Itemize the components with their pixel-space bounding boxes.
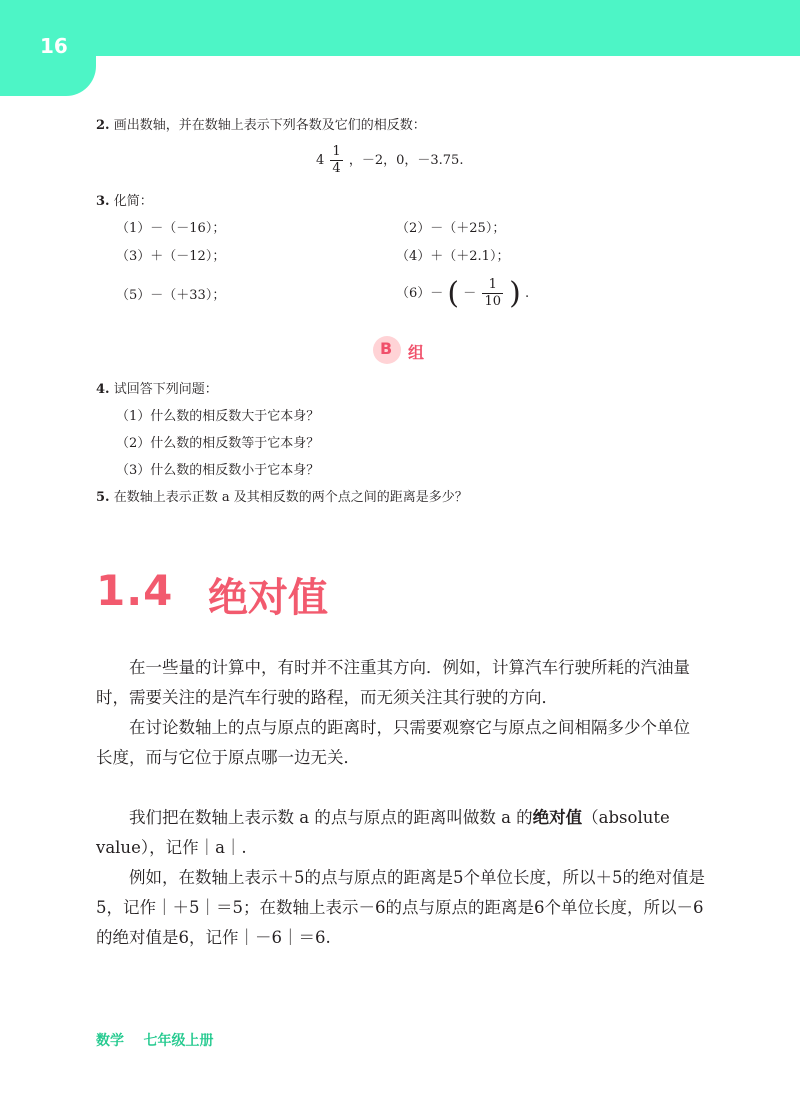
exercise-text: 画出数轴，并在数轴上表示下列各数及它们的相反数： bbox=[113, 118, 426, 133]
paragraph-2: 在讨论数轴上的点与原点的距离时，只需要观察它与原点之间相隔多少个单位长度，而与它位于原点哪一边无关． bbox=[96, 718, 690, 767]
exercise-number: 3. bbox=[96, 194, 110, 209]
right-paren: ) bbox=[509, 276, 521, 311]
group-letter: B bbox=[380, 339, 393, 358]
fraction bbox=[330, 144, 342, 177]
fraction-denominator: 10 bbox=[484, 294, 501, 309]
exercise-3-item-1: （1）－（－16）； bbox=[116, 221, 226, 236]
item-6-end: . bbox=[524, 286, 530, 301]
mixed-number-whole: 4 bbox=[316, 153, 325, 168]
paragraph-3 bbox=[96, 803, 706, 863]
paragraph-3-rest: （absolute value），记作｜a｜. bbox=[96, 808, 670, 857]
exercise-text: 试回答下列问题： bbox=[113, 382, 218, 397]
exercise-text: 在数轴上表示正数 a 及其相反数的两个点之间的距离是多少？ bbox=[113, 490, 468, 505]
exercise-4 bbox=[96, 380, 218, 400]
paragraph-4: 例如，在数轴上表示＋5的点与原点的距离是5个单位长度，所以＋5的绝对值是5，记作｜＋5｜＝5；在数轴上表示－6的点与原点的距离是6个单位长度，所以－6的绝对值是6，记作｜－6｜＝6. bbox=[96, 868, 705, 947]
group-label: 组 bbox=[408, 343, 425, 362]
exercise-3 bbox=[96, 192, 153, 212]
section-number: 1.4 bbox=[96, 566, 174, 615]
paragraph-3-text: 我们把在数轴上表示数 a 的点与原点的距离叫做数 a 的 bbox=[129, 808, 533, 827]
exercise-number: 5. bbox=[96, 490, 110, 505]
section-title: 绝对值 bbox=[208, 575, 328, 621]
exercise-5 bbox=[96, 488, 468, 508]
exercise-number: 4. bbox=[96, 382, 110, 397]
exercise-4-item-1: （1）什么数的相反数大于它本身？ bbox=[116, 409, 320, 424]
fraction-numerator: 1 bbox=[482, 277, 503, 294]
fraction-denominator: 4 bbox=[332, 161, 341, 176]
fraction-numerator: 1 bbox=[332, 144, 341, 159]
footer-book-title: 数学 七年级上册 bbox=[96, 1033, 214, 1049]
exercise-number: 2. bbox=[96, 118, 110, 133]
header-band bbox=[0, 0, 800, 56]
exercise-4-item-2: （2）什么数的相反数等于它本身？ bbox=[116, 436, 320, 451]
exercise-3-item-3: （3）＋（－12）； bbox=[116, 249, 226, 264]
exercise-2 bbox=[96, 116, 426, 136]
page-number: 16 bbox=[40, 34, 68, 58]
number-list: ，－2，0，－3.75. bbox=[348, 153, 464, 168]
fraction bbox=[482, 277, 503, 310]
item-6-prefix: （6）－ bbox=[396, 286, 444, 301]
exercise-text: 化简： bbox=[113, 194, 153, 209]
exercise-3-item-5: （5）－（＋33）； bbox=[116, 288, 226, 303]
exercise-3-item-6 bbox=[396, 276, 529, 311]
item-6-sign: － bbox=[463, 286, 477, 301]
left-paren: ( bbox=[447, 276, 460, 311]
exercise-2-formula bbox=[316, 144, 463, 177]
exercise-3-item-2: （2）－（＋25）； bbox=[396, 221, 506, 236]
exercise-4-item-3: （3）什么数的相反数小于它本身？ bbox=[116, 463, 320, 478]
term-absolute-value: 绝对值 bbox=[532, 808, 583, 827]
exercise-3-item-4: （4）＋（＋2.1）； bbox=[396, 249, 510, 264]
paragraph-1: 在一些量的计算中，有时并不注重其方向．例如，计算汽车行驶所耗的汽油量时，需要关注的是汽车行驶的路程，而无须关注其行驶的方向． bbox=[96, 658, 690, 707]
